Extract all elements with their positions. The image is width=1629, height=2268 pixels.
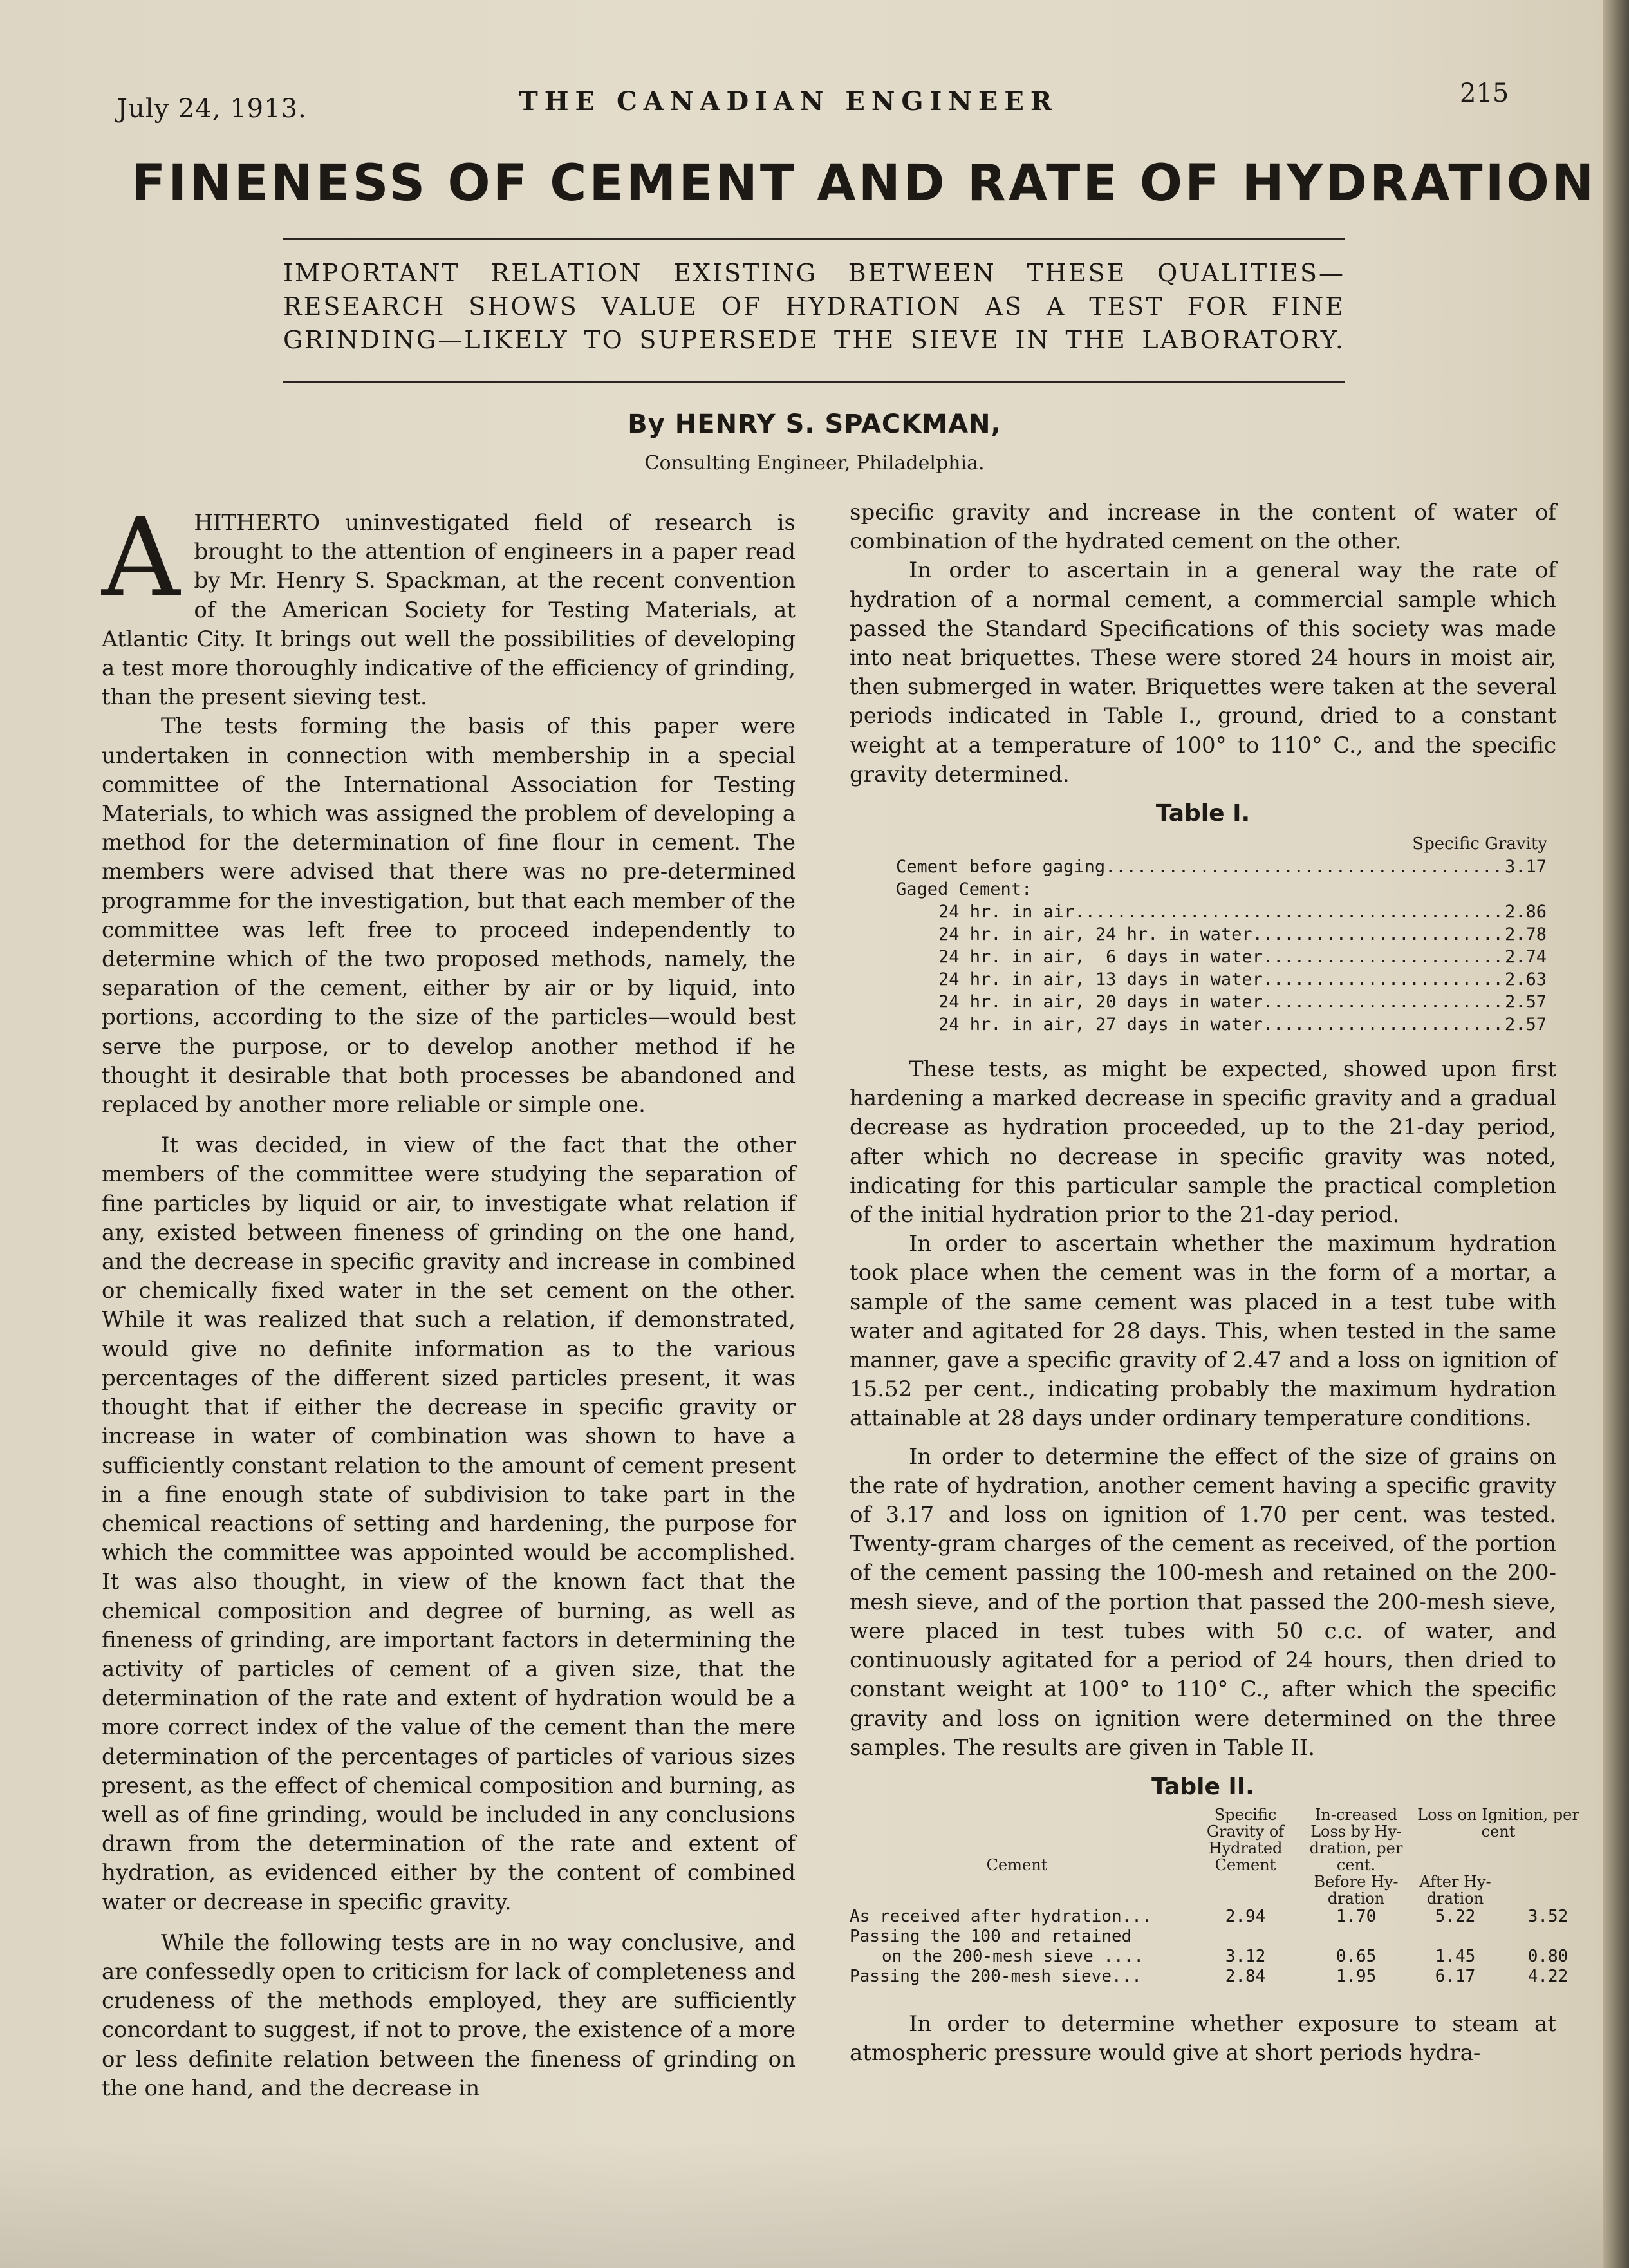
- header-date: July 24, 1913.: [117, 94, 307, 124]
- table-2-header-specific-gravity: Specific Gravity of Hydrated Cement: [1206, 1805, 1285, 1874]
- table-1-row-value: 3.17: [1505, 857, 1547, 877]
- table-row: 24 hr. in air ..... 2.86: [850, 901, 1556, 923]
- paragraph-8: In order to ascertain whether the maximum hydration took place when the cement was in the form of a mortar, a sample of the same cement was placed in a test tube with water and agitated for 28 days. This, when tested in the same manner, gave a specific gravity of 2.47 and a loss on ignition of 15.52 per cent., indicating probably the maximum hydration attainable at 28 days under ordinary temperature conditions.: [850, 1231, 1556, 1432]
- table-1-row-label: Cement before gaging: [896, 857, 1106, 877]
- paragraph-1-text: HITHERTO uninvestigated field of research is brought to the attention of engineers in a paper read by Mr. Henry S. Spackman, at the recent convention of the American Society for Testing Materials, at Atlantic City. It brings out well the possibilities of developing a test more thoroughly indicative of the efficiency of grinding, than the present sieving test.: [102, 510, 796, 711]
- dot-leader: [1105, 856, 1501, 878]
- table-row: [850, 856, 1556, 878]
- table-2-header: [850, 1805, 1579, 1907]
- right-column: [850, 498, 1579, 2068]
- header-journal-name: THE CANADIAN ENGINEER: [519, 86, 1059, 117]
- paragraph-4: While the following tests are in no way conclusive, and are confessedly open to criticism for lack of completeness and crudeness of the methods employed, they are sufficiently concordant to suggest, if not to prove, the existence of a more or less definite relation between the fineness of grinding on the one hand, and the decrease in: [102, 1929, 796, 2101]
- table-2-header-increased-loss: In-creased Loss by Hy-dration, per cent.: [1309, 1805, 1403, 1874]
- paragraph-3: It was decided, in view of the fact that the other members of the committee were studying the separation of fine particles by liquid or air, to investigate what relation if any, existed between fineness of grinding on the one hand, and the decrease in specific gravity and increase in combined or chemically fixed water in the set cement on the other. While it was realized that such a relation, if demonstrated, would give no definite information as to the various percentages of the different sized particles present, it was thought that if either the decrease in specific gravity or increase in water of combination was shown to have a sufficiently constant relation to the amount of cement present in a fine enough state of subdivision to take part in the chemical reactions of setting and hardening, the purpose for which the committee was appointed would be accomplished. It was also thought, in view of the known fact that the chemical composition and degree of burning, as well as fineness of grinding, are important factors in determining the activity of particles of cement of a given size, that the determination of the rate and extent of hydration would be a more correct index of the value of the cement than the mere determination of the percentages of particles of various sizes present, as the effect of chemical composition and burning, as well as of fine grinding, would be included in any conclusions drawn from the determination of the rate and extent of hydration, as evidenced either by the content of combined water or decrease in specific gravity.: [102, 1132, 796, 1915]
- page-shading: [0, 2139, 1603, 2268]
- table-1-group-label: Gaged Cement:: [896, 879, 1032, 900]
- table-row: Passing the 200-mesh sieve... 2.84 1.95 6.17 4.22: [850, 1966, 1568, 1986]
- article-subtitle: IMPORTANT RELATION EXISTING BETWEEN THESE QUALITIES—RESEARCH SHOWS VALUE OF HYDRATION AS A TEST FOR FINE GRINDING—LIKELY TO SUPERSEDE THE SIEVE IN THE LABORATORY.: [283, 259, 1345, 354]
- paragraph-2: The tests forming the basis of this paper were undertaken in connection with membership in a special committee of the International Association for Testing Materials, to which was assigned the problem of developing a method for the determination of fine flour in cement. The members were advised that there was no pre-determined programme for the investigation, but that each member of the committee was left free to proceed independently to determine which of the two proposed methods, namely, the separation of the cement, either by air or by liquid, into portions, according to the size of the particles—would best serve the purpose, or to develop another method if he thought it desirable that both processes be abandoned and replaced by another more reliable or simple one.: [102, 713, 796, 1118]
- table-2-title: Table II.: [1151, 1773, 1254, 1800]
- article-title: FINENESS OF CEMENT AND RATE OF HYDRATION: [131, 155, 1597, 212]
- table-row: As received after hydration... 2.94 1.70 5.22 3.52: [850, 1906, 1568, 1926]
- table-2-header-loss-on-ignition: Loss on Ignition, per cent: [1417, 1805, 1579, 1841]
- left-column: [102, 494, 796, 2103]
- drop-cap: A: [102, 494, 180, 621]
- table-row: 24 hr. in air, 13 days in water ..... 2.63: [850, 968, 1556, 991]
- dot-leader: [1252, 923, 1501, 946]
- table-row: 24 hr. in air, 20 days in water ..... 2.57: [850, 991, 1556, 1013]
- dot-leader: [1263, 946, 1501, 968]
- table-row: Passing the 100 and retained: [850, 1926, 1132, 1946]
- paragraph-5: specific gravity and increase in the content of water of combination of the hydrated cement on the other.: [850, 500, 1556, 555]
- author-byline: By HENRY S. SPACKMAN,: [628, 409, 1001, 439]
- dot-leader: [1263, 991, 1501, 1013]
- table-row: 24 hr. in air, 6 days in water ..... 2.74: [850, 946, 1556, 968]
- table-2-header-before: Before Hy-dration: [1314, 1872, 1399, 1907]
- table-row: on the 200-mesh sieve .... 3.12 0.65 1.45 0.80: [882, 1946, 1568, 1966]
- table-2-header-cement: Cement: [986, 1855, 1048, 1874]
- table-1-title: Table I.: [1155, 800, 1251, 827]
- dot-leader: [1263, 968, 1501, 991]
- paragraph-6: In order to ascertain in a general way the rate of hydration of a normal cement, a commercial sample which passed the Standard Specifications of this society was made into neat briquettes. These were stored 24 hours in moist air, then submerged in water. Briquettes were taken at the several periods indicated in Table I., ground, dried to a constant weight at a temperature of 100° to 110° C., and the specific gravity determined.: [850, 558, 1556, 787]
- table-1-column-header: Specific Gravity: [1412, 834, 1547, 854]
- table-row: 24 hr. in air, 24 hr. in water ..... 2.78: [850, 923, 1556, 946]
- subtitle-rule-top: [283, 238, 1345, 240]
- paragraph-9: In order to determine the effect of the size of grains on the rate of hydration, another cement having a specific gravity of 3.17 and loss on ignition of 1.70 per cent. was tested. Twenty-gram charges of the cement as received, of the portion of the cement passing the 100-mesh and retained on the 200-mesh sieve, and of the portion that passed the 200-mesh sieve, were placed in test tubes with 50 c.c. of water, and continuously agitated for a period of 24 hours, then dried to constant weight at 100° to 110° C., after which the specific gravity and loss on ignition were determined on the three samples. The results are given in Table II.: [850, 1443, 1556, 1761]
- table-2-header-after: After Hy-dration: [1419, 1872, 1491, 1907]
- table-2: [850, 1805, 1579, 1987]
- header-page-number: 215: [1460, 79, 1509, 108]
- book-spine-shadow: [1603, 0, 1629, 2268]
- author-affiliation: Consulting Engineer, Philadelphia.: [644, 452, 985, 474]
- table-1: [850, 833, 1556, 1036]
- paragraph-7: These tests, as might be expected, showed upon first hardening a marked decrease in specific gravity and a gradual decrease as hydration proceeded, up to the 21-day period, after which no decrease in specific gravity was noted, indicating for this particular sample the practical completion of the initial hydration prior to the 21-day period.: [850, 1056, 1556, 1228]
- paragraph-10: In order to determine whether exposure to steam at atmospheric pressure would give at short periods hydra-: [850, 2010, 1556, 2067]
- table-row: 24 hr. in air, 27 days in water ..... 2.57: [850, 1013, 1556, 1036]
- dot-leader: [1074, 901, 1501, 923]
- paragraph-1: [102, 494, 796, 712]
- dot-leader: [1263, 1013, 1501, 1036]
- subtitle-rule-bottom: [283, 381, 1345, 383]
